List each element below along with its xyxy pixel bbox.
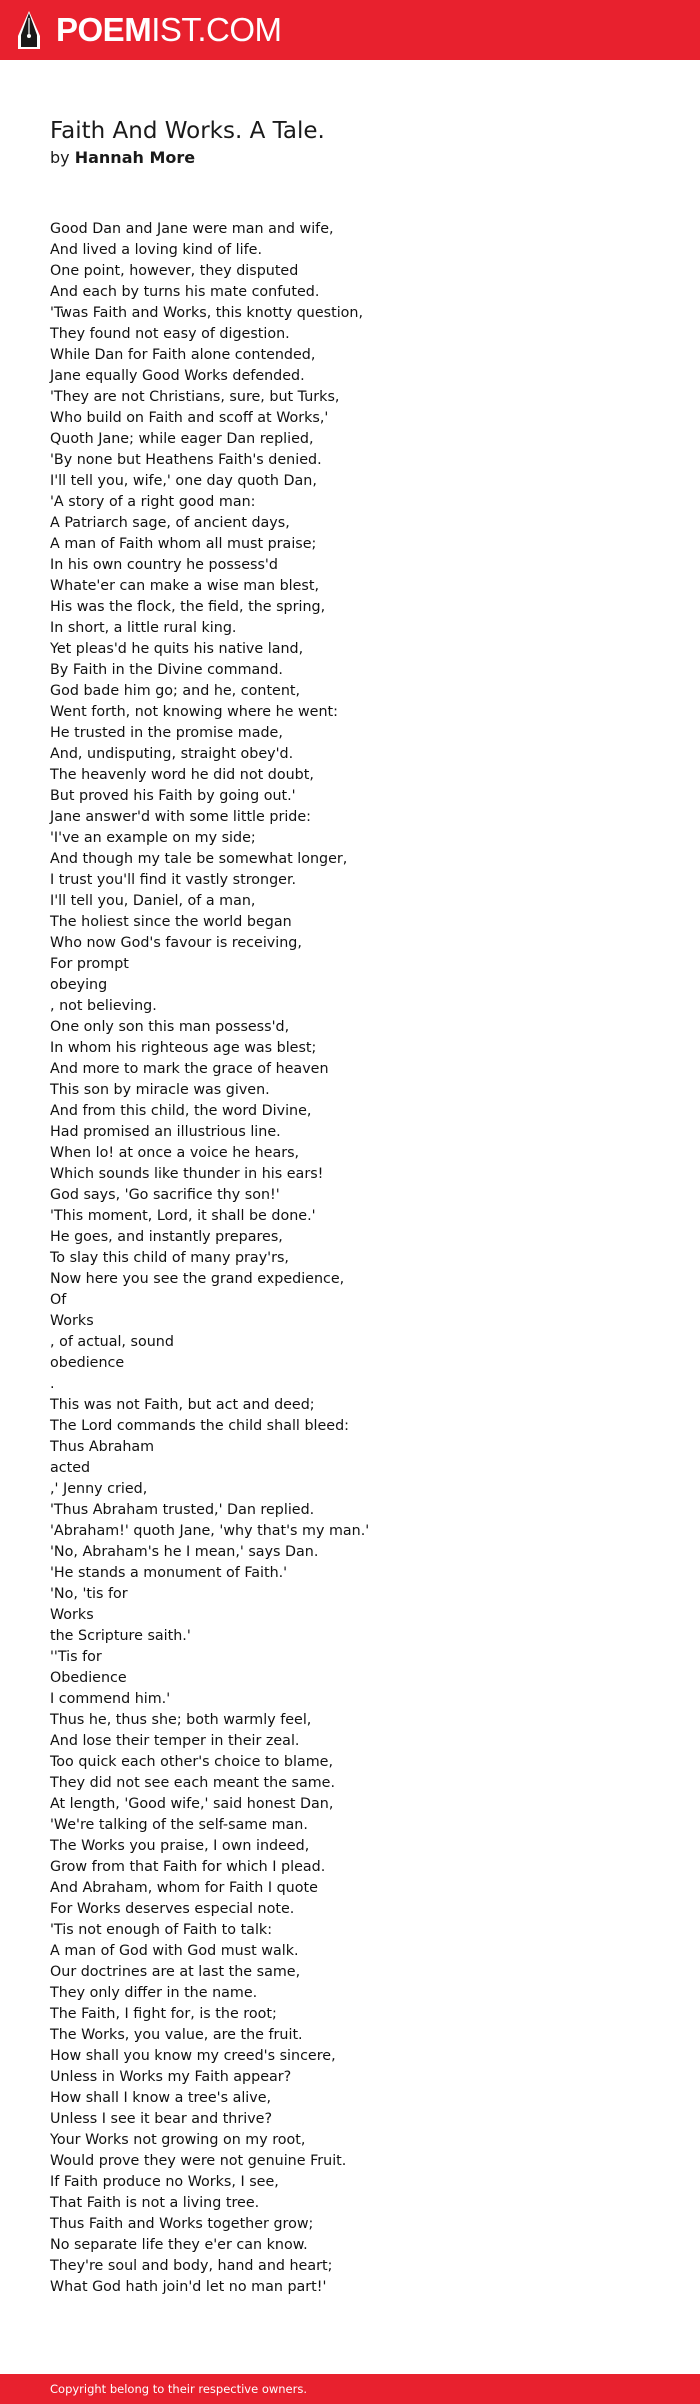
poem-line: acted	[50, 1460, 91, 1476]
poem-line: They found not easy of digestion.	[50, 326, 290, 342]
pen-nib-icon	[16, 10, 42, 50]
poem-line: And from this child, the word Divine,	[50, 1103, 312, 1119]
poem-line: The heavenly word he did not doubt,	[50, 767, 314, 783]
poem-line: Who now God's favour is receiving,	[50, 935, 302, 951]
poem-line: obeying	[50, 977, 108, 993]
poem-line: Which sounds like thunder in his ears!	[50, 1166, 324, 1182]
poem-line: They only differ in the name.	[50, 1985, 258, 2001]
poem-line: Obedience	[50, 1670, 127, 1686]
poem-line: 'I've an example on my side;	[50, 830, 256, 846]
poem-line: I'll tell you, Daniel, of a man,	[50, 893, 256, 909]
poem-line: While Dan for Faith alone contended,	[50, 347, 316, 363]
poem-line: 'We're talking of the self-same man.	[50, 1817, 308, 1833]
poem-line: Jane equally Good Works defended.	[50, 368, 305, 384]
poem-line: Went forth, not knowing where he went:	[50, 704, 338, 720]
poem-line: The Works you praise, I own indeed,	[50, 1838, 310, 1854]
poem-line: 'He stands a monument of Faith.'	[50, 1565, 288, 1581]
brand-bold: POEM	[56, 11, 152, 48]
poem-line: Unless I see it bear and thrive?	[50, 2111, 273, 2127]
poem-line: His was the flock, the field, the spring,	[50, 599, 326, 615]
poem-line: ,' Jenny cried,	[50, 1481, 148, 1497]
poem-line: And lived a loving kind of life.	[50, 242, 262, 258]
poem-line: obedience	[50, 1355, 125, 1371]
brand-name	[56, 10, 282, 50]
poem-line: Quoth Jane; while eager Dan replied,	[50, 431, 314, 447]
poem-line: In his own country he possess'd	[50, 557, 278, 573]
poem-line: And lose their temper in their zeal.	[50, 1733, 300, 1749]
poem-line: They're soul and body, hand and heart;	[50, 2258, 333, 2274]
poem-line: To slay this child of many pray'rs,	[50, 1250, 289, 1266]
poem-line: the Scripture saith.'	[50, 1628, 191, 1644]
poem-line: This was not Faith, but act and deed;	[50, 1397, 315, 1413]
poem-line: Thus he, thus she; both warmly feel,	[50, 1712, 312, 1728]
poem-line: Whate'er can make a wise man blest,	[50, 578, 320, 594]
poem-line: God bade him go; and he, content,	[50, 683, 301, 699]
poem-line: ''Tis for	[50, 1649, 102, 1665]
poem-line: A Patriarch sage, of ancient days,	[50, 515, 290, 531]
poem-line: Thus Faith and Works together grow;	[50, 2216, 314, 2232]
poem-line: Unless in Works my Faith appear?	[50, 2069, 292, 2085]
poem-line: 'This moment, Lord, it shall be done.'	[50, 1208, 316, 1224]
poem-line: 'Tis not enough of Faith to talk:	[50, 1922, 273, 1938]
poem-line: 'No, Abraham's he I mean,' says Dan.	[50, 1544, 319, 1560]
poem-line: At length, 'Good wife,' said honest Dan,	[50, 1796, 334, 1812]
poem-line: Jane answer'd with some little pride:	[50, 809, 311, 825]
poem-line: If Faith produce no Works, I see,	[50, 2174, 279, 2190]
poem-line: That Faith is not a living tree.	[50, 2195, 260, 2211]
poem-line: 'They are not Christians, sure, but Turks,	[50, 389, 340, 405]
poem-line: 'No, 'tis for	[50, 1586, 128, 1602]
poem-line: When lo! at once a voice he hears,	[50, 1145, 300, 1161]
poem-line: Works	[50, 1313, 94, 1329]
poem-line: And Abraham, whom for Faith I quote	[50, 1880, 318, 1896]
poem-line: He trusted in the promise made,	[50, 725, 283, 741]
poem-line: , of actual, sound	[50, 1334, 174, 1350]
poem-line: I commend him.'	[50, 1691, 171, 1707]
poem-line: Yet pleas'd he quits his native land,	[50, 641, 304, 657]
author-link[interactable]: Hannah More	[74, 148, 196, 167]
poem-line: The Works, you value, are the fruit.	[50, 2027, 303, 2043]
poem-line: I'll tell you, wife,' one day quoth Dan,	[50, 473, 317, 489]
poem-line: He goes, and instantly prepares,	[50, 1229, 283, 1245]
poem-line: For prompt	[50, 956, 129, 972]
poem-line: But proved his Faith by going out.'	[50, 788, 296, 804]
poem-line: One only son this man possess'd,	[50, 1019, 290, 1035]
poem-line: Works	[50, 1607, 94, 1623]
poem-line: In whom his righteous age was blest;	[50, 1040, 317, 1056]
poem-line: And each by turns his mate confuted.	[50, 284, 320, 300]
site-logo[interactable]	[16, 10, 282, 50]
copyright-text: Copyright belong to their respective owners.	[50, 2382, 308, 2396]
poem-line: Had promised an illustrious line.	[50, 1124, 281, 1140]
by-label: by	[50, 148, 70, 167]
poem-line: Good Dan and Jane were man and wife,	[50, 221, 334, 237]
poem-line: And more to mark the grace of heaven	[50, 1061, 329, 1077]
poem-line: One point, however, they disputed	[50, 263, 299, 279]
poem-line: And, undisputing, straight obey'd.	[50, 746, 294, 762]
site-footer	[0, 2374, 700, 2404]
poem-line: 'Thus Abraham trusted,' Dan replied.	[50, 1502, 315, 1518]
brand-light: IST.COM	[151, 11, 282, 48]
poem-line: Of	[50, 1292, 67, 1308]
poem-line: The holiest since the world began	[50, 914, 292, 930]
poem-line: God says, 'Go sacrifice thy son!'	[50, 1187, 280, 1203]
poem-line: 'Twas Faith and Works, this knotty question,	[50, 305, 364, 321]
poem-line: Who build on Faith and scoff at Works,'	[50, 410, 329, 426]
poem-line: The Faith, I fight for, is the root;	[50, 2006, 277, 2022]
poem-line: A man of Faith whom all must praise;	[50, 536, 317, 552]
poem-line: How shall I know a tree's alive,	[50, 2090, 272, 2106]
poem-line: Your Works not growing on my root,	[50, 2132, 306, 2148]
poem-line: How shall you know my creed's sincere,	[50, 2048, 336, 2064]
byline	[50, 146, 195, 170]
poem-line: .	[50, 1376, 55, 1392]
poem-line: 'A story of a right good man:	[50, 494, 256, 510]
poem-line: And though my tale be somewhat longer,	[50, 851, 348, 867]
poem-line: Thus Abraham	[50, 1439, 155, 1455]
poem-line: Our doctrines are at last the same,	[50, 1964, 301, 1980]
poem-line: In short, a little rural king.	[50, 620, 237, 636]
poem-line: The Lord commands the child shall bleed:	[50, 1418, 349, 1434]
poem-line: This son by miracle was given.	[50, 1082, 270, 1098]
poem-line: What God hath join'd let no man part!'	[50, 2279, 327, 2295]
site-header	[0, 0, 700, 60]
poem-line: 'Abraham!' quoth Jane, 'why that's my man.'	[50, 1523, 370, 1539]
poem-line: They did not see each meant the same.	[50, 1775, 336, 1791]
poem-line: By Faith in the Divine command.	[50, 662, 283, 678]
poem-line: Would prove they were not genuine Fruit.	[50, 2153, 347, 2169]
poem-line: A man of God with God must walk.	[50, 1943, 299, 1959]
poem-title: Faith And Works. A Tale.	[50, 118, 325, 144]
poem-line: No separate life they e'er can know.	[50, 2237, 308, 2253]
poem-line: Too quick each other's choice to blame,	[50, 1754, 333, 1770]
poem-line: I trust you'll find it vastly stronger.	[50, 872, 297, 888]
poem-line: 'By none but Heathens Faith's denied.	[50, 452, 322, 468]
poem-line: For Works deserves especial note.	[50, 1901, 295, 1917]
poem-line: Now here you see the grand expedience,	[50, 1271, 345, 1287]
poem-line: , not believing.	[50, 998, 157, 1014]
poem-body	[50, 219, 660, 2298]
poem-line: Grow from that Faith for which I plead.	[50, 1859, 326, 1875]
